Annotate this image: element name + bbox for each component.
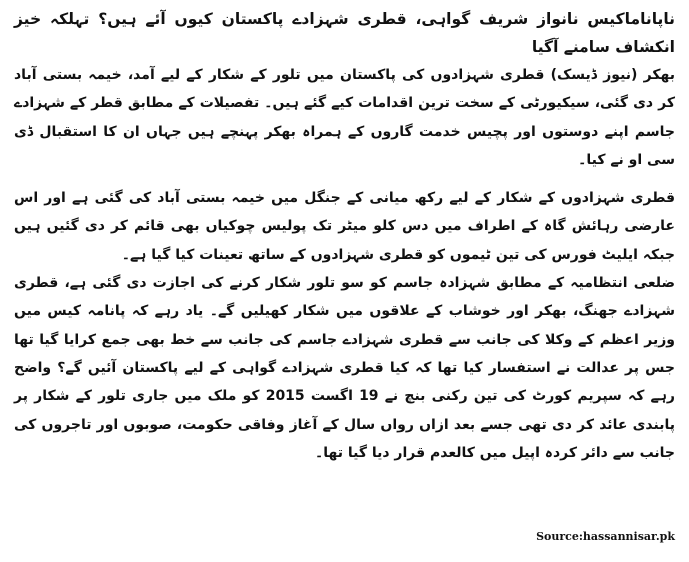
source-credit: Source:hassannisar.pk — [536, 530, 675, 543]
paragraph-intro: بھکر (نیوز ڈیسک) قطری شہزادوں کی پاکستان میں تلور کے شکار کے لیے آمد، خیمہ بستی آباد کر دی گئی، سیکیورٹی کے سخت ترین اقدامات کیے گئے ہیں۔ تفصیلات کے مطابق قطر کے شہزادے جاسم اپنے دوستوں اور پچیس خدمت گاروں کے ہمراہ بھکر پہنچے ہیں جہاں ان کا استقبال ڈی سی او نے کیا۔ — [14, 67, 675, 168]
headline: ناپاناماکیس نانواز شریف گواہی، قطری شہزادے پاکستان کیوں آئے ہیں؟ تہلکہ خیز انکشاف سامنے آگیا — [14, 10, 675, 56]
paragraph-administration: ضلعی انتظامیہ کے مطابق شہزادہ جاسم کو سو تلور شکار کرنے کی اجازت دی گئی ہے، قطری شہزادے جھنگ، بھکر اور خوشاب کے علاقوں میں شکار کھیلیں گے۔ یاد رہے کہ پانامہ کیس میں وزیر اعظم کے وکلا کی جانب سے قطری شہزادے جاسم کی جانب سے خط بھی جمع کرایا گیا تھا جس پر عدالت نے استفسار کیا تھا کہ کیا قطری شہزادے گواہی کے لیے پاکستان آئیں گے؟ واضح رہے کہ سپریم کورٹ کی تین رکنی بنچ نے 19 اگست 2015 کو ملک میں جاری تلور کے شکار پر پابندی عائد کر دی تھی جسے بعد ازاں رواں سال کے آغاز وفاقی حکومت، صوبوں اور تاجروں کی جانب سے دائر کردہ اپیل میں کالعدم قرار دیا گیا تھا۔ — [14, 275, 675, 461]
paragraph-gap — [14, 174, 675, 184]
paragraph-camp: قطری شہزادوں کے شکار کے لیے رکھ میانی کے جنگل میں خیمہ بستی آباد کی گئی ہے اور اس عارضی رہائش گاہ کے اطراف میں دس کلو میٹر تک پولیس چوکیاں بھی قائم کر دی گئیں ہیں جبکہ ایلیٹ فورس کی تین ٹیموں کو قطری شہزادوں کے ساتھ تعینات کیا گیا ہے۔ — [14, 190, 675, 263]
article-body — [14, 6, 675, 467]
